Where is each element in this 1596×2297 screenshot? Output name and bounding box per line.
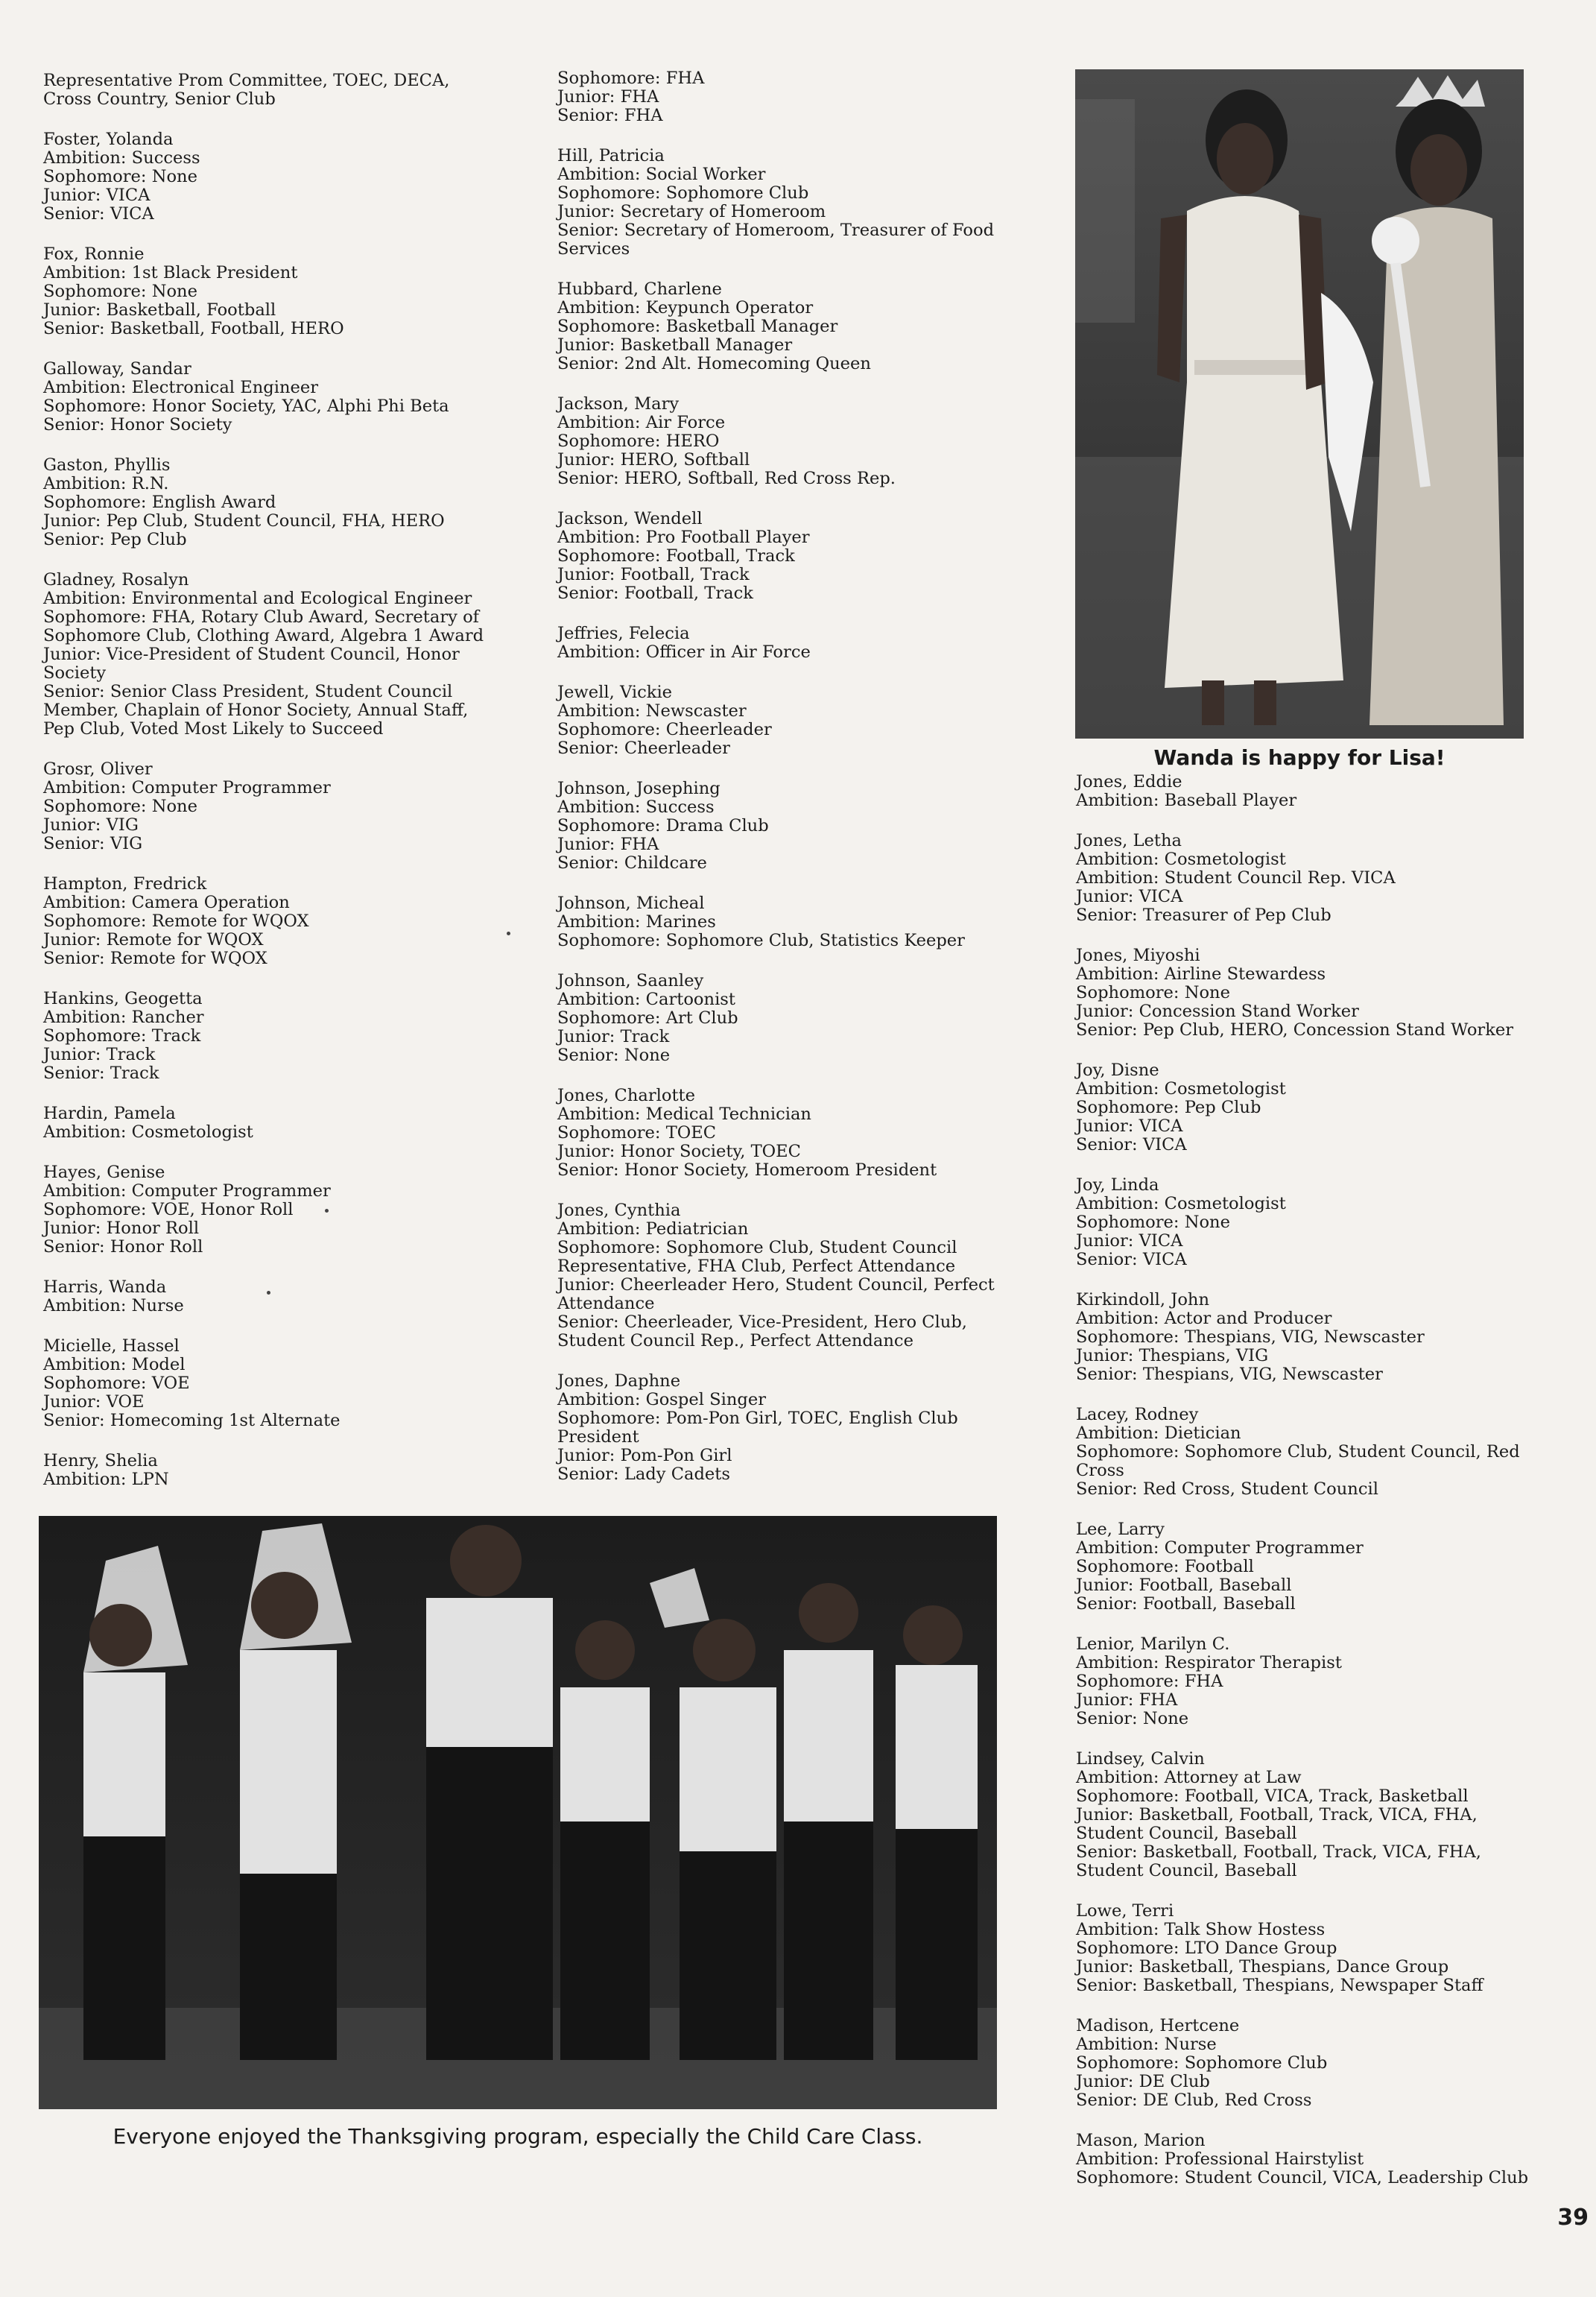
student-detail: Senior: Lady Cadets bbox=[557, 1465, 730, 1484]
student-detail: Senior: VICA bbox=[1076, 1135, 1187, 1154]
student-name: Hankins, Geogetta bbox=[43, 989, 203, 1008]
student-detail: Services bbox=[557, 239, 630, 259]
student-entry bbox=[43, 1278, 498, 1315]
student-entry bbox=[43, 875, 498, 968]
student-detail: Sophomore: Sophomore Club, Student Council, Red bbox=[1076, 1442, 1520, 1462]
student-detail: Ambition: Marines bbox=[557, 912, 716, 932]
student-detail: Ambition: LPN bbox=[43, 1470, 169, 1489]
student-detail: Sophomore: Sophomore Club bbox=[557, 183, 809, 203]
student-name: Jones, Eddie bbox=[1076, 772, 1182, 792]
student-detail: Sophomore: Football bbox=[1076, 1557, 1254, 1576]
student-entry bbox=[557, 1087, 1004, 1180]
student-detail: Junior: FHA bbox=[557, 835, 659, 854]
student-detail: Junior: Basketball, Football bbox=[43, 300, 276, 320]
student-detail: Ambition: Cosmetologist bbox=[1076, 1079, 1286, 1099]
queen-photo-caption: Wanda is happy for Lisa! bbox=[1153, 745, 1445, 770]
student-detail: Ambition: Attorney at Law bbox=[1076, 1768, 1302, 1787]
student-detail: Junior: Honor Roll bbox=[43, 1219, 200, 1238]
roster-column-2 bbox=[557, 69, 1004, 1505]
student-name: Jackson, Wendell bbox=[557, 509, 703, 528]
student-detail: Ambition: Camera Operation bbox=[43, 893, 290, 912]
student-detail: Ambition: Airline Stewardess bbox=[1076, 964, 1326, 984]
student-detail: Cross Country, Senior Club bbox=[43, 89, 276, 109]
student-entry bbox=[1076, 1291, 1553, 1384]
student-detail: Ambition: Baseball Player bbox=[1076, 791, 1297, 810]
student-detail: Ambition: Success bbox=[43, 148, 200, 168]
student-name: Lindsey, Calvin bbox=[1076, 1749, 1205, 1769]
student-detail: Ambition: 1st Black President bbox=[43, 263, 298, 282]
student-detail: Ambition: Gospel Singer bbox=[557, 1390, 767, 1409]
student-detail: Student Council, Baseball bbox=[1076, 1861, 1297, 1880]
student-name: Johnson, Saanley bbox=[557, 971, 704, 990]
student-entry bbox=[43, 245, 498, 338]
student-entry bbox=[43, 1452, 498, 1489]
student-detail: Sophomore: Football, Track bbox=[557, 546, 795, 566]
student-name: Micielle, Hassel bbox=[43, 1336, 180, 1356]
student-detail: Pep Club, Voted Most Likely to Succeed bbox=[43, 719, 384, 739]
student-detail: Attendance bbox=[557, 1294, 655, 1313]
student-entry bbox=[557, 683, 1004, 758]
student-detail: Senior: Cheerleader bbox=[557, 739, 730, 758]
student-detail: Sophomore: Student Council, VICA, Leadership Club bbox=[1076, 2168, 1529, 2187]
student-detail: Senior: Basketball, Football, HERO bbox=[43, 319, 344, 338]
student-detail: Student Council, Baseball bbox=[1076, 1824, 1297, 1843]
student-detail: Ambition: R.N. bbox=[43, 474, 169, 493]
student-detail: Junior: VICA bbox=[1076, 1116, 1183, 1136]
student-detail: Sophomore: VOE, Honor Roll bbox=[43, 1200, 294, 1219]
student-detail: Ambition: Pro Football Player bbox=[557, 528, 810, 547]
student-detail: Sophomore: Pom-Pon Girl, TOEC, English Club bbox=[557, 1409, 958, 1428]
student-entry bbox=[1076, 773, 1553, 810]
student-name: Madison, Hertcene bbox=[1076, 2016, 1240, 2035]
print-speck bbox=[267, 1291, 270, 1295]
student-detail: Sophomore: FHA, Rotary Club Award, Secretary of bbox=[43, 607, 480, 627]
student-detail: Ambition: Rancher bbox=[43, 1008, 204, 1027]
student-entry bbox=[1076, 947, 1553, 1040]
student-entry bbox=[557, 280, 1004, 373]
student-name: Joy, Linda bbox=[1076, 1175, 1159, 1195]
student-detail: Ambition: Nurse bbox=[43, 1296, 184, 1315]
student-detail: Ambition: Success bbox=[557, 797, 715, 817]
student-detail: Senior: Basketball, Football, Track, VICA, FHA, bbox=[1076, 1842, 1481, 1862]
student-detail: Junior: Pom-Pon Girl bbox=[557, 1446, 732, 1465]
student-detail: Sophomore: Drama Club bbox=[557, 816, 769, 835]
student-entry bbox=[43, 360, 498, 435]
student-detail: Junior: Track bbox=[43, 1045, 156, 1064]
student-entry bbox=[1076, 832, 1553, 925]
student-entry bbox=[1076, 2132, 1553, 2187]
student-entry bbox=[557, 147, 1004, 259]
student-name: Jones, Miyoshi bbox=[1076, 946, 1200, 965]
student-detail: Senior: VICA bbox=[43, 204, 154, 224]
student-detail: Junior: Basketball, Football, Track, VICA, FHA, bbox=[1076, 1805, 1478, 1824]
thanksgiving-photo-caption: Everyone enjoyed the Thanksgiving program, especially the Child Care Class. bbox=[113, 2124, 923, 2149]
student-detail: Sophomore: Track bbox=[43, 1026, 201, 1046]
student-entry bbox=[43, 456, 498, 549]
student-name: Jewell, Vickie bbox=[557, 683, 673, 702]
student-name: Kirkindoll, John bbox=[1076, 1290, 1210, 1309]
student-detail: Senior: Treasurer of Pep Club bbox=[1076, 906, 1331, 925]
student-detail: Ambition: Dietician bbox=[1076, 1424, 1241, 1443]
student-detail: Ambition: Talk Show Hostess bbox=[1076, 1920, 1326, 1939]
student-detail: Junior: DE Club bbox=[1076, 2072, 1210, 2091]
student-name: Jones, Daphne bbox=[557, 1371, 681, 1391]
student-detail: Junior: Basketball, Thespians, Dance Group bbox=[1076, 1957, 1449, 1977]
student-name: Hayes, Genise bbox=[43, 1163, 165, 1182]
student-detail: Senior: VICA bbox=[1076, 1250, 1187, 1269]
student-detail: Sophomore: Football, VICA, Track, Basketball bbox=[1076, 1786, 1469, 1806]
student-detail: Sophomore: Sophomore Club, Statistics Keeper bbox=[557, 931, 965, 950]
student-detail: Junior: VIG bbox=[43, 815, 139, 835]
student-entry bbox=[43, 72, 498, 109]
student-name: Fox, Ronnie bbox=[43, 244, 145, 264]
student-detail: Senior: Pep Club, HERO, Concession Stand Worker bbox=[1076, 1020, 1514, 1040]
student-detail: Junior: Thespians, VIG bbox=[1076, 1346, 1269, 1365]
student-detail: Junior: Pep Club, Student Council, FHA, HERO bbox=[43, 511, 445, 531]
student-detail: Junior: Honor Society, TOEC bbox=[557, 1142, 801, 1161]
student-detail: Representative, FHA Club, Perfect Attendance bbox=[557, 1257, 956, 1276]
student-entry bbox=[557, 972, 1004, 1065]
student-detail: Sophomore: Thespians, VIG, Newscaster bbox=[1076, 1327, 1425, 1347]
student-detail: Ambition: Air Force bbox=[557, 413, 726, 432]
student-name: Representative Prom Committee, TOEC, DECA, bbox=[43, 71, 450, 90]
student-detail: Sophomore: Sophomore Club, Student Council bbox=[557, 1238, 957, 1257]
student-detail: Cross bbox=[1076, 1461, 1124, 1480]
student-detail: Ambition: Environmental and Ecological Engineer bbox=[43, 589, 472, 608]
student-detail: Sophomore: FHA bbox=[1076, 1672, 1223, 1691]
student-detail: Ambition: Actor and Producer bbox=[1076, 1309, 1332, 1328]
print-speck bbox=[325, 1209, 329, 1213]
student-detail: Senior: Football, Track bbox=[557, 584, 753, 603]
student-entry bbox=[1076, 1750, 1553, 1880]
student-detail: Junior: FHA bbox=[1076, 1690, 1178, 1710]
student-detail: Senior: Pep Club bbox=[43, 530, 187, 549]
student-entry bbox=[1076, 1902, 1553, 1995]
student-detail: Junior: FHA bbox=[557, 87, 659, 107]
student-detail: Senior: FHA bbox=[557, 106, 663, 125]
student-detail: Junior: HERO, Softball bbox=[557, 450, 750, 470]
student-detail: Junior: VICA bbox=[1076, 887, 1183, 906]
student-detail: Sophomore: Pep Club bbox=[1076, 1098, 1261, 1117]
student-detail: President bbox=[557, 1427, 639, 1447]
print-speck bbox=[507, 932, 510, 935]
student-name: Jeffries, Felecia bbox=[557, 624, 690, 643]
student-detail: Ambition: Social Worker bbox=[557, 165, 766, 184]
student-name: Henry, Shelia bbox=[43, 1451, 158, 1470]
student-entry bbox=[557, 69, 1004, 125]
student-name: Hampton, Fredrick bbox=[43, 874, 207, 894]
student-detail: Senior: Honor Society, Homeroom President bbox=[557, 1160, 937, 1180]
student-detail: Ambition: Cosmetologist bbox=[1076, 850, 1286, 869]
student-detail: Junior: Basketball Manager bbox=[557, 335, 793, 355]
student-name: Hill, Patricia bbox=[557, 146, 665, 165]
student-detail: Ambition: Electronical Engineer bbox=[43, 378, 319, 397]
roster-column-1 bbox=[43, 72, 498, 1511]
student-name: Jackson, Mary bbox=[557, 394, 680, 414]
student-detail: Sophomore: None bbox=[1076, 983, 1230, 1002]
student-detail: Senior: Cheerleader, Vice-President, Hero Club, bbox=[557, 1312, 967, 1332]
student-detail: Junior: Football, Track bbox=[557, 565, 750, 584]
student-detail: Ambition: Keypunch Operator bbox=[557, 298, 814, 317]
student-name: Mason, Marion bbox=[1076, 2131, 1206, 2150]
student-detail: Senior: Honor Society bbox=[43, 415, 232, 435]
student-detail: Sophomore: Basketball Manager bbox=[557, 317, 838, 336]
student-detail: Ambition: Cosmetologist bbox=[1076, 1194, 1286, 1213]
student-entry bbox=[43, 130, 498, 224]
student-detail: Ambition: Computer Programmer bbox=[43, 1181, 331, 1201]
student-entry bbox=[557, 510, 1004, 603]
student-detail: Junior: Track bbox=[557, 1027, 670, 1046]
student-name: Galloway, Sandar bbox=[43, 359, 191, 379]
student-detail: Junior: Vice-President of Student Council, Honor bbox=[43, 645, 460, 664]
student-entry bbox=[1076, 1520, 1553, 1614]
homecoming-queen-photo-graphic bbox=[1075, 69, 1524, 739]
student-detail: Senior: HERO, Softball, Red Cross Rep. bbox=[557, 469, 896, 488]
student-detail: Ambition: Model bbox=[43, 1355, 186, 1374]
student-detail: Ambition: Medical Technician bbox=[557, 1105, 811, 1124]
student-entry bbox=[1076, 1061, 1553, 1154]
student-entry bbox=[557, 395, 1004, 488]
student-entry bbox=[557, 1201, 1004, 1350]
student-detail: Senior: 2nd Alt. Homecoming Queen bbox=[557, 354, 871, 373]
student-entry bbox=[557, 625, 1004, 662]
student-entry bbox=[557, 780, 1004, 873]
student-detail: Senior: Senior Class President, Student Council bbox=[43, 682, 453, 701]
student-entry bbox=[43, 1105, 498, 1142]
student-entry bbox=[43, 760, 498, 853]
student-detail: Ambition: Professional Hairstylist bbox=[1076, 2149, 1364, 2169]
thanksgiving-program-photo-graphic bbox=[39, 1516, 997, 2109]
student-name: Jones, Letha bbox=[1076, 831, 1182, 850]
student-detail: Sophomore Club, Clothing Award, Algebra 1 Award bbox=[43, 626, 484, 645]
student-detail: Sophomore: None bbox=[43, 167, 197, 186]
student-name: Hubbard, Charlene bbox=[557, 279, 722, 299]
homecoming-queen-photo bbox=[1075, 69, 1524, 739]
student-name: Grosr, Oliver bbox=[43, 759, 153, 779]
student-detail: Society bbox=[43, 663, 107, 683]
student-name: Gaston, Phyllis bbox=[43, 455, 171, 475]
student-detail: Junior: Concession Stand Worker bbox=[1076, 1002, 1359, 1021]
student-detail: Ambition: Nurse bbox=[1076, 2035, 1217, 2054]
student-detail: Senior: None bbox=[557, 1046, 671, 1065]
student-detail: Senior: Remote for WQOX bbox=[43, 949, 267, 968]
student-name: Jones, Charlotte bbox=[557, 1086, 696, 1105]
student-detail: Ambition: Computer Programmer bbox=[43, 778, 331, 797]
student-detail: Junior: Secretary of Homeroom bbox=[557, 202, 826, 221]
student-detail: Senior: None bbox=[1076, 1709, 1189, 1728]
student-detail: Senior: Red Cross, Student Council bbox=[1076, 1479, 1378, 1499]
student-detail: Sophomore: Honor Society, YAC, Alphi Phi Beta bbox=[43, 396, 449, 416]
student-entry bbox=[557, 1372, 1004, 1484]
student-detail: Junior: VICA bbox=[1076, 1231, 1183, 1251]
student-name: Lee, Larry bbox=[1076, 1520, 1165, 1539]
student-detail: Student Council Rep., Perfect Attendance bbox=[557, 1331, 913, 1350]
student-detail: Sophomore: None bbox=[43, 282, 197, 301]
student-detail: Junior: Remote for WQOX bbox=[43, 930, 264, 950]
student-entry bbox=[43, 990, 498, 1083]
student-name: Johnson, Micheal bbox=[557, 894, 705, 913]
student-detail: Senior: DE Club, Red Cross bbox=[1076, 2091, 1312, 2110]
student-entry bbox=[43, 571, 498, 739]
student-detail: Senior: Childcare bbox=[557, 853, 707, 873]
student-entry bbox=[43, 1337, 498, 1430]
student-detail: Sophomore: VOE bbox=[43, 1374, 190, 1393]
student-detail: Sophomore: HERO bbox=[557, 432, 720, 451]
student-detail: Sophomore: LTO Dance Group bbox=[1076, 1939, 1337, 1958]
thanksgiving-program-photo bbox=[39, 1516, 997, 2109]
student-entry bbox=[1076, 1406, 1553, 1499]
student-entry bbox=[1076, 1635, 1553, 1728]
student-detail: Ambition: Cartoonist bbox=[557, 990, 735, 1009]
page-number: 39 bbox=[1557, 2205, 1589, 2231]
student-detail: Senior: Homecoming 1st Alternate bbox=[43, 1411, 341, 1430]
student-name: Joy, Disne bbox=[1076, 1061, 1159, 1080]
student-detail: Junior: Football, Baseball bbox=[1076, 1576, 1292, 1595]
student-detail: Ambition: Respirator Therapist bbox=[1076, 1653, 1342, 1672]
student-detail: Junior: VOE bbox=[43, 1392, 145, 1412]
student-detail: Member, Chaplain of Honor Society, Annual Staff, bbox=[43, 701, 469, 720]
student-detail: Ambition: Computer Programmer bbox=[1076, 1538, 1364, 1558]
student-name: Johnson, Josephing bbox=[557, 779, 721, 798]
student-detail: Senior: Secretary of Homeroom, Treasurer of Food bbox=[557, 221, 995, 240]
student-name: Lacey, Rodney bbox=[1076, 1405, 1199, 1424]
roster-column-3 bbox=[1076, 773, 1553, 2209]
student-detail: Sophomore: TOEC bbox=[557, 1123, 717, 1143]
student-detail: Sophomore: None bbox=[1076, 1213, 1230, 1232]
student-detail: Sophomore: Sophomore Club bbox=[1076, 2053, 1328, 2073]
student-entry bbox=[1076, 2017, 1553, 2110]
student-detail: Senior: Basketball, Thespians, Newspaper Staff bbox=[1076, 1976, 1483, 1995]
student-detail: Junior: VICA bbox=[43, 186, 151, 205]
student-name: Gladney, Rosalyn bbox=[43, 570, 189, 590]
student-entry bbox=[43, 1163, 498, 1257]
student-name: Sophomore: FHA bbox=[557, 69, 705, 88]
student-detail: Ambition: Officer in Air Force bbox=[557, 642, 811, 662]
student-name: Foster, Yolanda bbox=[43, 130, 174, 149]
student-detail: Senior: Thespians, VIG, Newscaster bbox=[1076, 1365, 1383, 1384]
student-detail: Senior: Track bbox=[43, 1064, 159, 1083]
student-name: Harris, Wanda bbox=[43, 1277, 167, 1297]
student-name: Lenior, Marilyn C. bbox=[1076, 1634, 1230, 1654]
student-detail: Sophomore: Cheerleader bbox=[557, 720, 772, 739]
student-name: Hardin, Pamela bbox=[43, 1104, 176, 1123]
student-detail: Junior: Cheerleader Hero, Student Council, Perfect bbox=[557, 1275, 995, 1295]
student-entry bbox=[557, 894, 1004, 950]
student-entry bbox=[1076, 1176, 1553, 1269]
student-detail: Senior: Honor Roll bbox=[43, 1237, 203, 1257]
student-name: Lowe, Terri bbox=[1076, 1901, 1174, 1921]
student-detail: Senior: Football, Baseball bbox=[1076, 1594, 1296, 1614]
student-detail: Sophomore: Art Club bbox=[557, 1008, 738, 1028]
student-detail: Ambition: Student Council Rep. VICA bbox=[1076, 868, 1396, 888]
student-detail: Ambition: Pediatrician bbox=[557, 1219, 749, 1239]
student-detail: Sophomore: English Award bbox=[43, 493, 276, 512]
student-detail: Senior: VIG bbox=[43, 834, 143, 853]
student-detail: Ambition: Newscaster bbox=[557, 701, 747, 721]
student-detail: Sophomore: Remote for WQOX bbox=[43, 911, 309, 931]
student-detail: Sophomore: None bbox=[43, 797, 197, 816]
student-name: Jones, Cynthia bbox=[557, 1201, 681, 1220]
student-detail: Ambition: Cosmetologist bbox=[43, 1122, 253, 1142]
